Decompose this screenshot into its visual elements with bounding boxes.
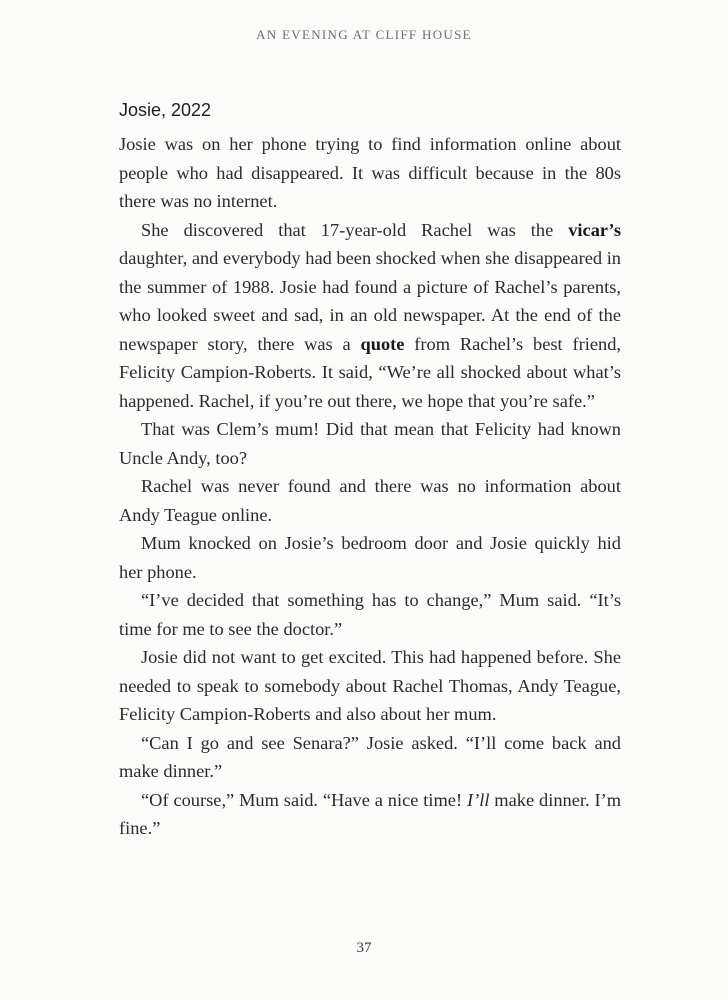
text-run: “Can I go and see Senara?” Josie asked. “I’ll come back and make dinner.” [119, 732, 621, 781]
text-run: daughter, and everybody had been shocked when she disappeared in the summer of 1988. Josie had found a picture of Rachel’s parents, who looked sweet and sad, in an old newspaper. At the end of the newspaper story, there was a [119, 248, 621, 354]
paragraph [119, 529, 621, 586]
page-number: 37 [356, 940, 372, 956]
text-run: She discovered that 17-year-old Rachel was the [141, 219, 569, 240]
text-run: “Of course,” Mum said. “Have a nice time! [141, 789, 467, 810]
paragraph [119, 786, 621, 843]
text-run: make dinner. I’m fine.” [119, 789, 622, 838]
text-run: That was Clem’s mum! Did that mean that Felicity had known Uncle Andy, too? [119, 419, 621, 468]
bold-term: vicar’s [568, 219, 621, 240]
paragraph [119, 643, 621, 729]
italic-emphasis: I’ll [466, 789, 490, 810]
text-run: from Rachel’s best friend, Felicity Campion-Roberts. It said, “We’re all shocked about what’s happened. Rachel, if you’re out there, we hope that you’re safe.” [119, 333, 621, 411]
paragraph [119, 130, 621, 216]
text-run: Josie did not want to get excited. This had happened before. She needed to speak to somebody about Rachel Thomas, Andy Teague, Felicity Campion-Roberts and also about her mum. [119, 647, 621, 724]
text-run: Mum knocked on Josie’s bedroom door and Josie quickly hid her phone. [119, 533, 621, 582]
text-run: Rachel was never found and there was no information about Andy Teague online. [119, 476, 621, 525]
paragraph [119, 729, 621, 786]
section-heading: Josie, 2022 [119, 100, 212, 120]
text-run: “I’ve decided that something has to change,” Mum said. “It’s time for me to see the doctor.” [119, 590, 621, 639]
paragraph [119, 472, 621, 529]
paragraph [119, 415, 621, 472]
text-run: Josie was on her phone trying to find information online about people who had disappeared. It was difficult because in the 80s there was no internet. [119, 134, 621, 211]
body-text [119, 130, 621, 843]
running-head: AN EVENING AT CLIFF HOUSE [256, 27, 472, 42]
bold-term: quote [360, 333, 405, 354]
paragraph [119, 216, 621, 416]
paragraph [119, 586, 621, 643]
